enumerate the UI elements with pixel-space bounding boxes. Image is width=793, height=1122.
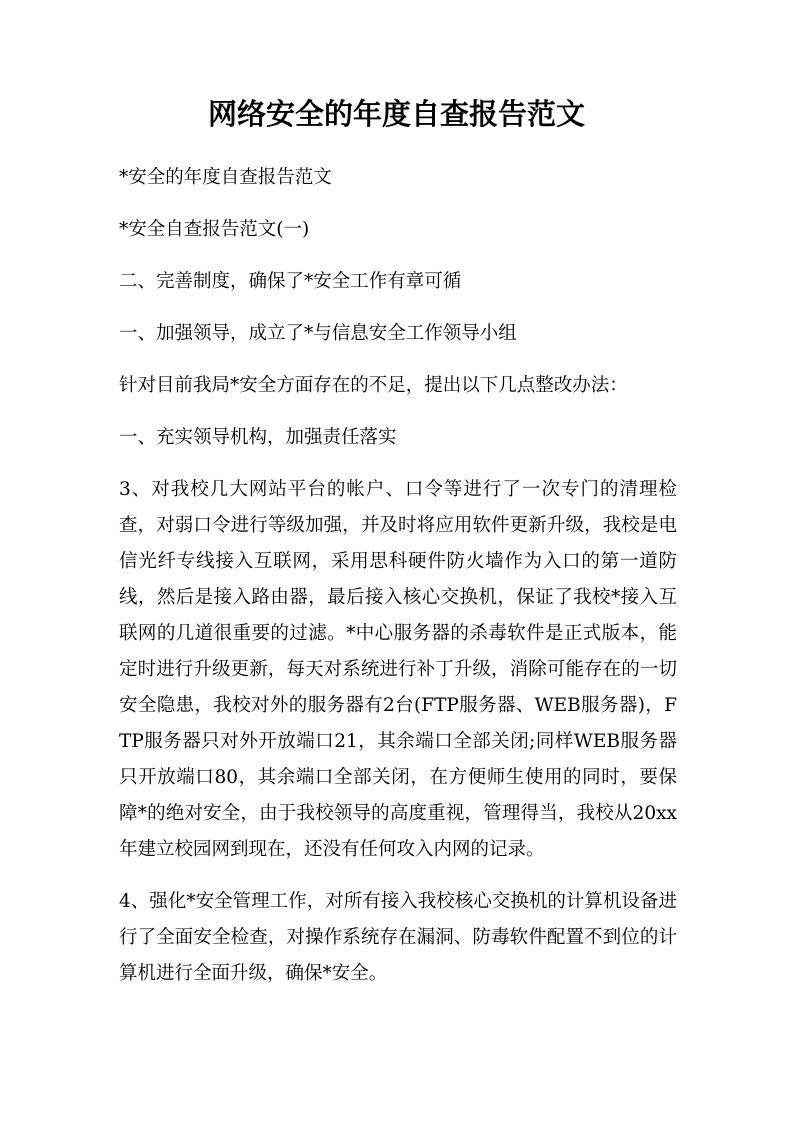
- paragraph-item-3: 3、对我校几大网站平台的帐户、口令等进行了一次专门的清理检查，对弱口令进行等级加强，并及时将应用软件更新升级，我校是电信光纤专线接入互联网，采用思科硬件防火墙作为入口的第一道防线，然后是接入路由器，最后接入核心交换机，保证了我校*接入互联网的几道很重要的过滤。*中心服务器的杀毒软件是正式版本，能定时进行升级更新，每天对系统进行补丁升级，消除可能存在的一切安全隐患，我校对外的服务器有2台(FTP服务器、WEB服务器)，FTP服务器只对外开放端口21，其余端口全部关闭;同样WEB服务器只开放端口80，其余端口全部关闭，在方便师生使用的同时，要保障*的绝对安全，由于我校领导的高度重视，管理得当，我校从20xx年建立校园网到现在，还没有任何攻入内网的记录。: [119, 479, 677, 860]
- paragraph-subtitle-one: *安全自查报告范文(一): [119, 219, 310, 240]
- paragraph-subtitle: *安全的年度自查报告范文: [119, 167, 332, 188]
- paragraph-heading-system: 二、完善制度，确保了*安全工作有章可循: [119, 271, 462, 292]
- paragraph-heading-responsibility: 一、充实领导机构，加强责任落实: [119, 427, 397, 448]
- paragraph-intro: 针对目前我局*安全方面存在的不足，提出以下几点整改办法：: [119, 375, 628, 396]
- paragraph-heading-leadership: 一、加强领导，成立了*与信息安全工作领导小组: [119, 323, 517, 344]
- document-title: 网络安全的年度自查报告范文: [207, 97, 585, 131]
- paragraph-item-4: 4、强化*安全管理工作，对所有接入我校核心交换机的计算机设备进行了全面安全检查，对操作系统存在漏洞、防毒软件配置不到位的计算机进行全面升级，确保*安全。: [119, 891, 677, 984]
- document-body: [119, 160, 677, 1008]
